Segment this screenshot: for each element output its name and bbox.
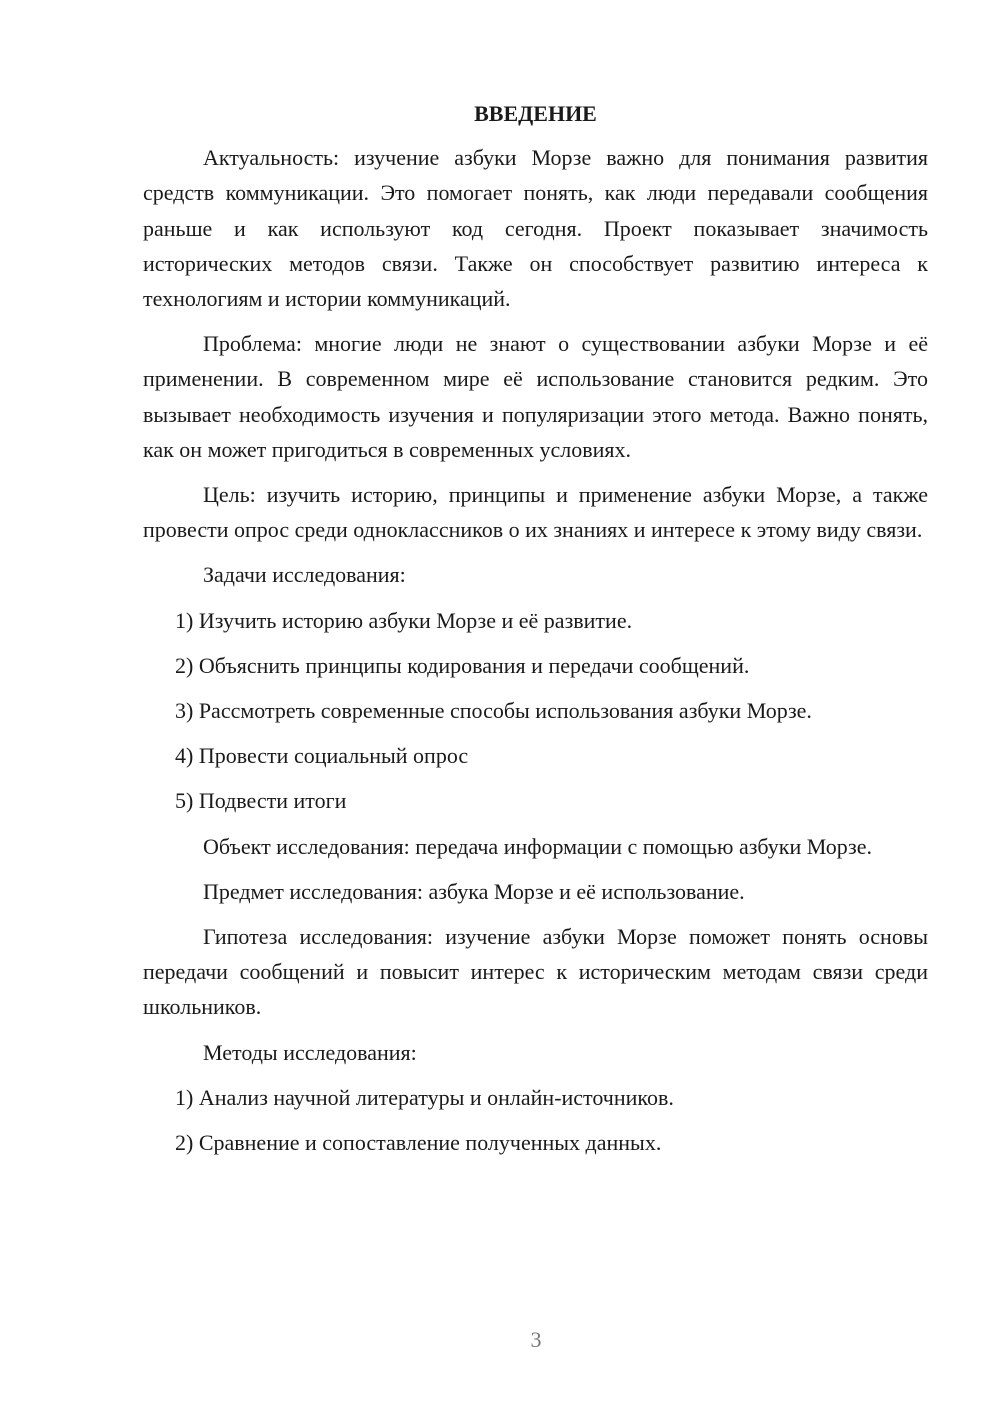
subject-paragraph: Предмет исследования: азбука Морзе и её использование.: [203, 878, 745, 904]
list-item: 5) Подвести итоги: [175, 788, 347, 814]
list-item: 1) Анализ научной литературы и онлайн-источников.: [175, 1084, 674, 1110]
list-item: 3) Рассмотреть современные способы использования азбуки Морзе.: [175, 698, 812, 724]
relevance-paragraph: Актуальность: изучение азбуки Морзе важно для понимания развития средств коммуникации. Это помогает понять, как люди передавали сообщения раньше и как используют код сегодня. Проект показывает значимость исторических методов связи. Также он способствует развитию интереса к технологиям и истории коммуникаций.: [143, 145, 928, 312]
tasks-list: [143, 603, 928, 819]
tasks-heading: Задачи исследования:: [203, 562, 406, 588]
hypothesis-paragraph: Гипотеза исследования: изучение азбуки Морзе поможет понять основы передачи сообщений и повысит интерес к историческим методам связи среди школьников.: [143, 924, 928, 1020]
list-item: 4) Провести социальный опрос: [175, 743, 469, 769]
list-item: 2) Объяснить принципы кодирования и передачи сообщений.: [175, 652, 750, 678]
object-paragraph: Объект исследования: передача информации с помощью азбуки Морзе.: [203, 833, 872, 859]
list-item: 1) Изучить историю азбуки Морзе и её развитие.: [175, 607, 633, 633]
methods-heading: Методы исследования:: [203, 1039, 417, 1065]
document-page: [143, 96, 928, 1170]
page-title: ВВЕДЕНИЕ: [474, 101, 597, 126]
page-number: 3: [530, 1327, 542, 1352]
list-item: 2) Сравнение и сопоставление полученных данных.: [175, 1130, 662, 1156]
methods-list: [143, 1080, 928, 1160]
goal-paragraph: Цель: изучить историю, принципы и применение азбуки Морзе, а также провести опрос среди одноклассников о их знаниях и интересе к этому виду связи.: [143, 482, 928, 543]
problem-paragraph: Проблема: многие люди не знают о существовании азбуки Морзе и её применении. В современном мире её использование становится редким. Это вызывает необходимость изучения и популяризации этого метода. Важно понять, как он может пригодиться в современных условиях.: [143, 331, 928, 462]
